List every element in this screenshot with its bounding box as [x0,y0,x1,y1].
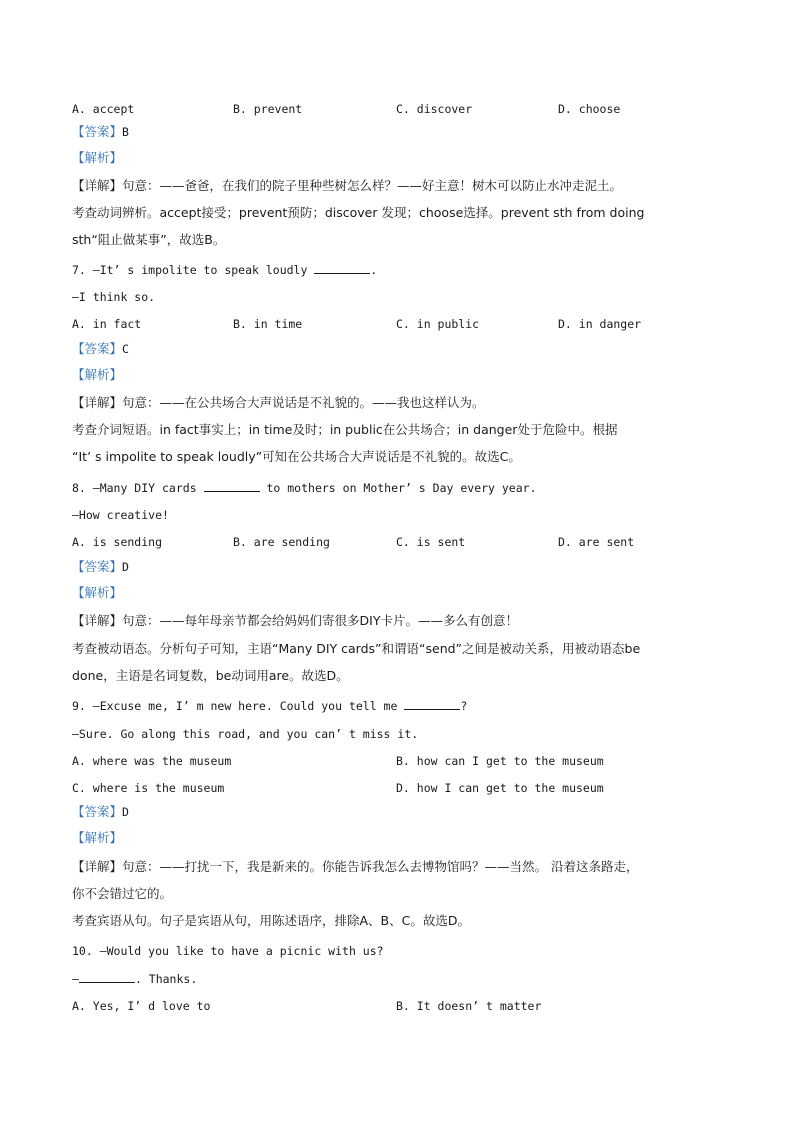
q8-option-a: A. is sending [72,535,163,549]
q7-option-b: B. in time [233,317,303,331]
answer-tag: 【答案】 [72,124,123,139]
q8-blank [204,481,260,492]
q10-option-a: A. Yes, I’ d love to [72,999,211,1013]
analysis-tag: 【解析】 [72,830,123,845]
q10-blank [79,972,135,983]
q9-option-d: D. how I can get to the museum [396,781,604,795]
q7-stem-before: 7. —It’ s impolite to speak loudly [72,263,315,277]
q8-reply: —How creative! [72,508,169,522]
q6-detail-text: 句意：——爸爸，在我们的院子里种些树怎么样？——好主意！树木可以防止水冲走泥土。 [122,178,623,193]
q9-reply: —Sure. Go along this road, and you can’ t miss it. [72,727,419,741]
q8-explain-line-2: done，主语是名词复数，be动词用are。故选D。 [72,668,349,683]
q8-explain-line-1: 考查被动语态。分析句子可知，主语“Many DIY cards”和谓语“send”之间是被动关系，用被动语态be [72,641,641,656]
q6-analysis-line [72,150,122,166]
q10-reply [72,971,197,987]
q6-option-b: B. prevent [233,102,303,116]
q8-answer: D [122,560,129,574]
q7-option-c: C. in public [396,317,480,331]
q8-stem-before: 8. —Many DIY cards [72,481,204,495]
q6-answer-line [72,124,129,140]
q9-option-c: C. where is the museum [72,781,225,795]
q8-answer-line [72,559,129,575]
q9-blank [404,699,460,710]
q8-option-b: B. are sending [233,535,330,549]
q6-option-a: A. accept [72,102,135,116]
q10-reply-before: — [72,972,79,986]
detail-tag: 【详解】 [72,613,123,628]
q7-answer: C [122,342,129,356]
q7-detail-line [72,395,485,411]
q7-explain-line-1: 考查介词短语。in fact事实上；in time及时；in public在公共场合；in danger处于危险中。根据 [72,422,618,437]
analysis-tag: 【解析】 [72,150,123,165]
q8-detail-text: 句意：——每年母亲节都会给妈妈们寄很多DIY卡片。——多么有创意！ [122,613,518,628]
q10-option-b: B. It doesn’ t matter [396,999,542,1013]
q9-explain-line-1: 考查宾语从句。句子是宾语从句，用陈述语序，排除A、B、C。故选D。 [72,913,470,928]
detail-tag: 【详解】 [72,859,123,874]
q9-detail-text-1: 句意：——打扰一下，我是新来的。你能告诉我怎么去博物馆吗？——当然。 沿着这条路走， [122,859,639,874]
q10-reply-after: . Thanks. [134,972,198,986]
q9-answer-line [72,804,129,820]
q7-stem [72,262,377,278]
q9-detail-line [72,859,639,875]
q7-option-a: A. in fact [72,317,142,331]
q6-explain-line-2: sth“阻止做某事”，故选B。 [72,232,226,247]
q6-option-c: C. discover [396,102,473,116]
q9-analysis-line [72,830,122,846]
q8-stem [72,480,537,496]
q8-option-c: C. is sent [396,535,466,549]
detail-tag: 【详解】 [72,178,123,193]
answer-tag: 【答案】 [72,341,123,356]
q7-reply: —I think so. [72,290,156,304]
q6-detail-line [72,178,622,194]
q9-answer: D [122,805,129,819]
q8-analysis-line [72,585,122,601]
q9-stem-after: ? [460,699,468,713]
analysis-tag: 【解析】 [72,585,123,600]
q9-stem [72,698,467,714]
q9-detail-text-2: 你不会错过它的。 [72,886,173,901]
q7-stem-after: . [370,263,378,277]
q7-blank [314,263,370,274]
q8-detail-line [72,613,518,629]
q9-option-b: B. how can I get to the museum [396,754,604,768]
answer-tag: 【答案】 [72,559,123,574]
q7-explain-line-2: “It’ s impolite to speak loudly”可知在公共场合大声说话是不礼貌的。故选C。 [72,449,521,464]
analysis-tag: 【解析】 [72,367,123,382]
q8-stem-after: to mothers on Mother’ s Day every year. [259,481,537,495]
answer-tag: 【答案】 [72,804,123,819]
detail-tag: 【详解】 [72,395,123,410]
q6-option-d: D. choose [558,102,621,116]
q6-answer: B [122,125,129,139]
q7-detail-text: 句意：——在公共场合大声说话是不礼貌的。——我也这样认为。 [122,395,485,410]
q10-stem: 10. —Would you like to have a picnic with us? [72,944,384,958]
q9-option-a: A. where was the museum [72,754,232,768]
q9-stem-before: 9. —Excuse me, I’ m new here. Could you tell me [72,699,405,713]
q7-option-d: D. in danger [558,317,642,331]
q6-explain-line-1: 考查动词辨析。accept接受；prevent预防；discover 发现；choose选择。prevent sth from doing [72,205,645,220]
q8-option-d: D. are sent [558,535,635,549]
q7-answer-line [72,341,129,357]
q7-analysis-line [72,367,122,383]
